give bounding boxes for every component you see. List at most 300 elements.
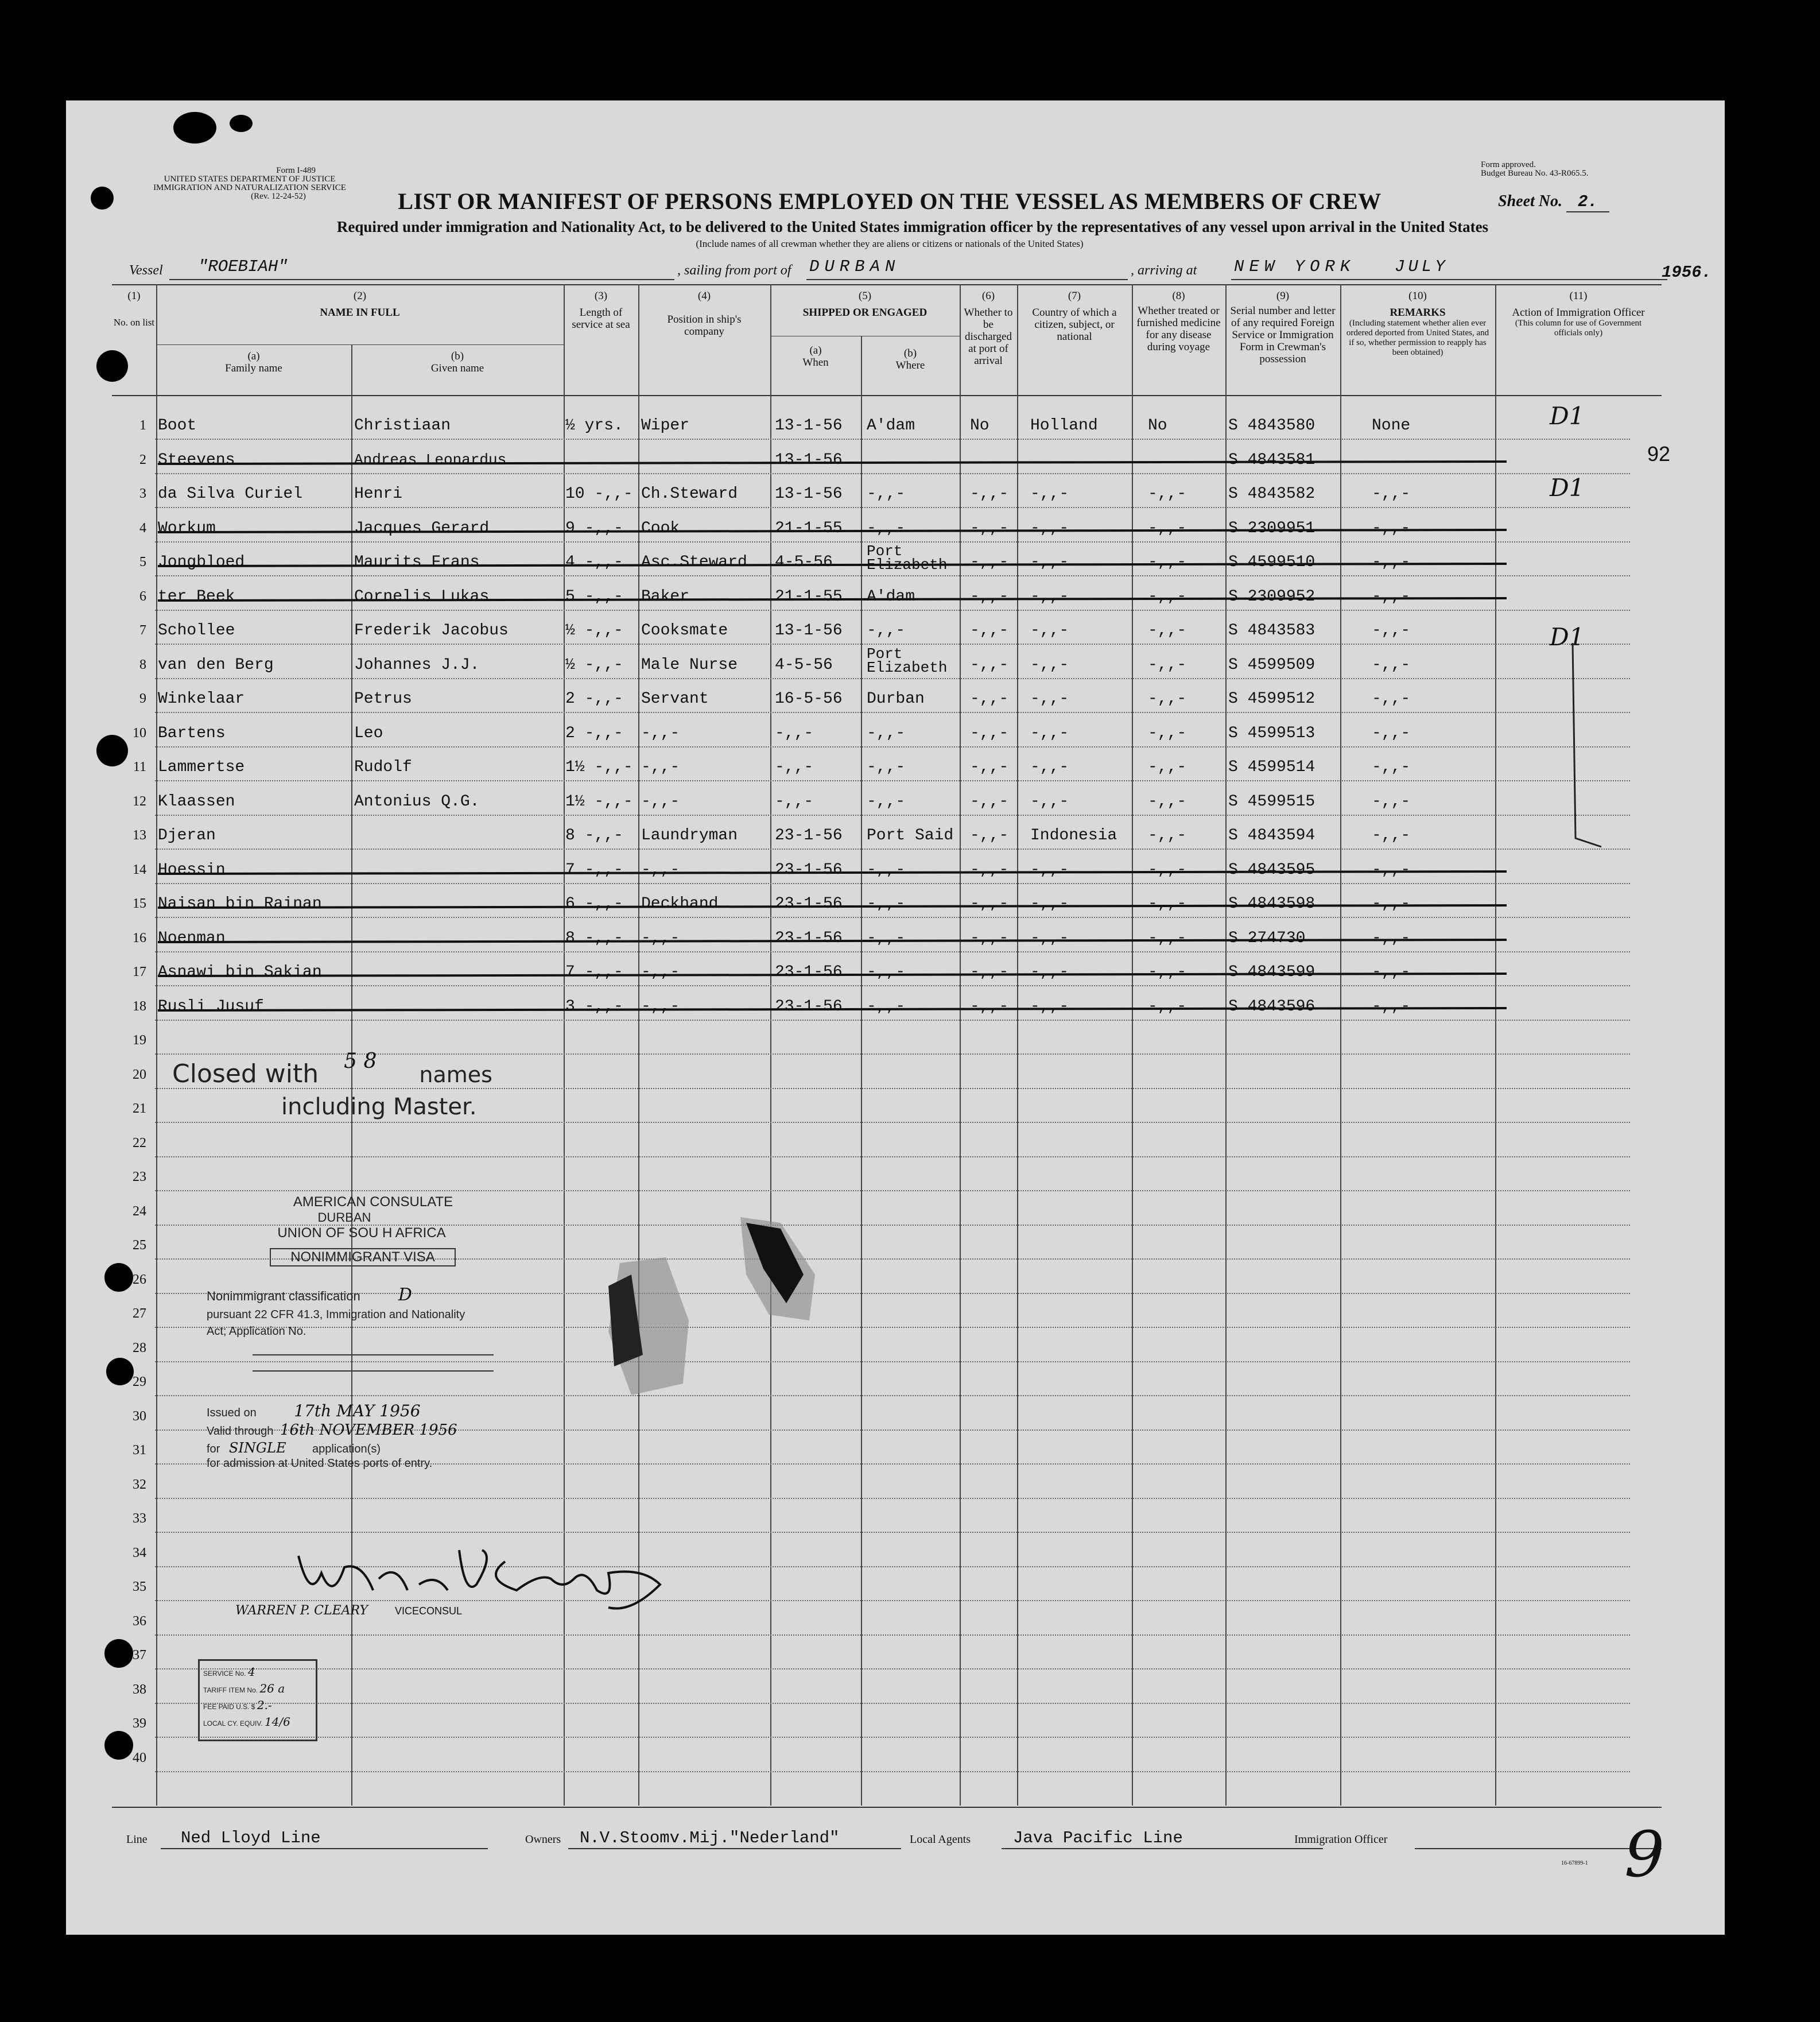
family-name: Boot (158, 417, 197, 435)
stamp-line-4: NONIMMIGRANT VISA (270, 1248, 456, 1266)
family-name: Winkelaar (158, 690, 245, 708)
stamp-line-2: DURBAN (317, 1210, 371, 1225)
citizenship: -,,- (1030, 793, 1069, 811)
shipped-when: 4-5-56 (775, 553, 833, 571)
family-name: da Silva Curiel (158, 485, 303, 503)
row-number: 29 (133, 1374, 146, 1389)
stamp-line-1: AMERICAN CONSULATE (293, 1194, 453, 1210)
row-rule (155, 883, 1630, 884)
row-rule (155, 746, 1630, 747)
serial-number: S 4599510 (1228, 553, 1315, 571)
row-rule (155, 815, 1630, 816)
remarks: -,,- (1372, 827, 1411, 845)
page-mark: 9 (1624, 1818, 1664, 1891)
medical-treatment: -,,- (1148, 520, 1187, 537)
header-divider (112, 395, 1662, 396)
col-serial-header: (9) Serial number and letter of any required Foreign Service or Immigration Form in Crewman's possession (1230, 290, 1336, 365)
discharge-status: -,,- (970, 929, 1009, 947)
serial-number: S 4843594 (1228, 827, 1315, 845)
col-when-header: (a) When (802, 344, 829, 369)
given-name: Andreas Leonardus (354, 451, 507, 468)
family-name: Lammertse (158, 758, 245, 776)
family-name: Jongbloed (158, 553, 245, 571)
agency-line-1: UNITED STATES DEPARTMENT OF JUSTICE (164, 175, 336, 184)
row-number: 8 (139, 657, 146, 672)
serial-number: S 2309951 (1228, 520, 1315, 537)
remarks: -,,- (1372, 758, 1411, 776)
remarks: -,,- (1372, 622, 1411, 640)
ship-position: -,,- (641, 758, 680, 776)
remarks: -,,- (1372, 895, 1411, 913)
ship-position: Male Nurse (641, 656, 738, 674)
punch-hole (91, 187, 114, 210)
discharge-status: -,,- (970, 827, 1009, 845)
row-rule (155, 473, 1630, 474)
shipped-where: A'dam (867, 417, 915, 435)
discharge-status: -,,- (970, 588, 1009, 606)
medical-treatment: -,,- (1148, 553, 1187, 571)
medical-treatment: -,,- (1148, 656, 1187, 674)
row-number: 26 (133, 1272, 146, 1287)
medical-treatment: -,,- (1148, 827, 1187, 845)
shipped-where: Port Said (867, 827, 954, 845)
family-name: Bartens (158, 725, 226, 742)
given-name: Leo (354, 725, 383, 742)
medical-treatment: -,,- (1148, 758, 1187, 776)
citizenship: -,,- (1030, 929, 1069, 947)
remarks: -,,- (1372, 725, 1411, 742)
shipping-line: Ned Lloyd Line (181, 1829, 321, 1847)
given-name: Henri (354, 485, 403, 503)
row-number: 33 (133, 1511, 146, 1526)
row-rule (155, 1020, 1630, 1021)
bracket-mark (1561, 643, 1607, 850)
row-number: 24 (133, 1204, 146, 1219)
row-number: 5 (139, 555, 146, 570)
row-rule (155, 575, 1630, 576)
form-number: Form I-489 (276, 166, 316, 175)
stamp-for-row: for SINGLE application(s) (207, 1440, 381, 1456)
serial-number: S 4843599 (1228, 963, 1315, 981)
medical-treatment: -,,- (1148, 861, 1187, 879)
remarks: -,,- (1372, 929, 1411, 947)
citizenship: -,,- (1030, 998, 1069, 1016)
row-rule (155, 1122, 1630, 1123)
remarks: -,,- (1372, 963, 1411, 981)
service-length: 1½ -,,- (565, 758, 633, 776)
shipped-where: -,,- (867, 963, 906, 981)
vessel-owners: N.V.Stoomv.Mij."Nederland" (580, 1829, 840, 1847)
medical-treatment: -,,- (1148, 485, 1187, 503)
row-rule (155, 1737, 1630, 1738)
service-length: 8 -,,- (565, 827, 623, 845)
row-number: 14 (133, 862, 146, 877)
arriving-label: , arriving at (1131, 263, 1197, 278)
discharge-status: -,,- (970, 861, 1009, 879)
family-name: Noenman (158, 929, 226, 947)
remarks: -,,- (1372, 588, 1411, 606)
row-number: 27 (133, 1306, 146, 1321)
row-number: 2 (139, 452, 146, 467)
serial-number: S 4843595 (1228, 861, 1315, 879)
row-number: 15 (133, 896, 146, 911)
row-number: 13 (133, 828, 146, 843)
service-length: 7 -,,- (565, 861, 623, 879)
serial-number: S 4599512 (1228, 690, 1315, 708)
budget-bureau: Budget Bureau No. 43-R065.5. (1481, 169, 1589, 178)
family-name: Steevens (158, 451, 235, 469)
line-label: Line (126, 1833, 148, 1846)
immigration-officer-label: Immigration Officer (1294, 1833, 1388, 1846)
row-rule (155, 951, 1630, 952)
ship-position: -,,- (641, 793, 680, 811)
row-rule (155, 985, 1630, 986)
col-service-header: (3) Length of service at sea (572, 290, 630, 331)
arrival-month: JULY (1395, 257, 1449, 276)
citizenship: -,,- (1030, 656, 1069, 674)
row-rule (155, 1771, 1630, 1772)
row-number: 32 (133, 1477, 146, 1492)
officer-title: VICECONSUL (394, 1605, 462, 1617)
row-rule (155, 1532, 1630, 1533)
voyage-line (112, 257, 1719, 280)
shipped-when: 23-1-56 (775, 861, 843, 879)
serial-number: S 4843582 (1228, 485, 1315, 503)
discharge-status: -,,- (970, 553, 1009, 571)
row-number: 20 (133, 1067, 146, 1082)
given-name: Cornelis Lukas (354, 588, 490, 606)
discharge-status: -,,- (970, 793, 1009, 811)
row-rule (155, 1156, 1630, 1157)
shipped-where: -,,- (867, 520, 906, 537)
service-length: 5 -,,- (565, 588, 623, 606)
discharge-status: No (970, 417, 989, 435)
service-length: 9 -,,- (565, 520, 623, 537)
shipped-when: 21-1-55 (775, 588, 843, 606)
stamp-admission: for admission at United States ports of entry. (207, 1457, 433, 1470)
discharge-status: -,,- (970, 963, 1009, 981)
citizenship: -,,- (1030, 758, 1069, 776)
ship-position: Deckhand (641, 895, 719, 913)
shipped-where: -,,- (867, 998, 906, 1016)
shipped-where: A'dam (867, 588, 915, 606)
sheet-number: 2. (1566, 192, 1609, 212)
shipped-when: 4-5-56 (775, 656, 833, 674)
agency-line-2: IMMIGRATION AND NATURALIZATION SERVICE (153, 183, 346, 192)
shipped-when: 21-1-55 (775, 520, 843, 537)
remarks: -,,- (1372, 861, 1411, 879)
citizenship: Indonesia (1030, 827, 1117, 845)
given-name: Petrus (354, 690, 412, 708)
row-rule (155, 712, 1630, 713)
arrival-port: NEW YORK (1234, 257, 1356, 276)
shipped-where: Durban (867, 690, 925, 708)
service-length: 1½ -,,- (565, 793, 633, 811)
form-approved: Form approved. (1481, 160, 1536, 169)
row-number: 11 (133, 760, 146, 774)
service-length: ½ -,,- (565, 622, 623, 640)
service-length: 7 -,,- (565, 963, 623, 981)
row-rule (155, 678, 1630, 679)
visa-classification: D (398, 1285, 412, 1305)
sailing-label: , sailing from port of (677, 263, 791, 278)
ship-position: Ch.Steward (641, 485, 738, 503)
ship-position: -,,- (641, 725, 680, 742)
row-number: 22 (133, 1136, 146, 1151)
manifest-title: LIST OR MANIFEST OF PERSONS EMPLOYED ON THE VESSEL AS MEMBERS OF CREW (398, 188, 1382, 214)
vessel-label: Vessel (129, 263, 163, 278)
citizenship: -,,- (1030, 588, 1069, 606)
discharge-status: -,,- (970, 485, 1009, 503)
citizenship: Holland (1030, 417, 1098, 435)
family-name: Asnawi bin Sakian (158, 963, 322, 981)
citizenship: -,,- (1030, 553, 1069, 571)
citizenship: -,,- (1030, 725, 1069, 742)
col-shipped-header: (5) SHIPPED OR ENGAGED (802, 290, 928, 319)
shipped-when: 23-1-56 (775, 827, 843, 845)
shipped-where: -,,- (867, 929, 906, 947)
medical-treatment: No (1148, 417, 1167, 435)
row-number: 3 (139, 486, 146, 501)
punch-hole (173, 112, 216, 144)
shipped-when: 13-1-56 (775, 417, 843, 435)
citizenship: -,,- (1030, 861, 1069, 879)
col-remarks-header: (10) REMARKS (Including statement whether alien ever ordered deported from United States, and if so, whether permission to reapply has been obtained) (1346, 290, 1489, 357)
visa-issued: 17th MAY 1956 (294, 1401, 421, 1420)
sheet-number-block (1498, 192, 1609, 211)
discharge-status: -,,- (970, 656, 1009, 674)
medical-treatment: -,,- (1148, 929, 1187, 947)
service-length: 10 -,,- (565, 485, 633, 503)
col-no-header: (1) No. on list (113, 290, 155, 328)
service-length: 8 -,,- (565, 929, 623, 947)
row-number: 30 (133, 1409, 146, 1424)
ship-position: Baker (641, 588, 690, 606)
discharge-status: -,,- (970, 690, 1009, 708)
row-rule (155, 507, 1630, 508)
col-treated-header: (8) Whether treated or furnished medicine for any disease during voyage (1136, 290, 1221, 353)
remarks: -,,- (1372, 520, 1411, 537)
form-code: 16-67899-1 (1561, 1860, 1588, 1866)
row-number: 38 (133, 1682, 146, 1697)
medical-treatment: -,,- (1148, 963, 1187, 981)
sheet-label: Sheet No. (1498, 192, 1562, 210)
row-number: 25 (133, 1238, 146, 1253)
family-name: Klaassen (158, 793, 235, 811)
given-name: Johannes J.J. (354, 656, 480, 674)
row-rule (155, 644, 1630, 645)
medical-treatment: -,,- (1148, 793, 1187, 811)
ship-position: Asc.Steward (641, 553, 747, 571)
row-rule (155, 780, 1630, 781)
col-country-header: (7) Country of which a citizen, subject, or national (1032, 290, 1117, 343)
shipped-when: 13-1-56 (775, 485, 843, 503)
ship-position: -,,- (641, 929, 680, 947)
closed-with-stamp (172, 1049, 492, 1089)
officer-name: WARREN P. CLEARY (235, 1603, 368, 1618)
form-revision: (Rev. 12-24-52) (251, 192, 306, 201)
serial-number: S 4843598 (1228, 895, 1315, 913)
row-rule (155, 1668, 1630, 1669)
row-rule (155, 610, 1630, 611)
row-number: 35 (133, 1579, 146, 1594)
shipped-where: -,,- (867, 793, 906, 811)
visa-entries: SINGLE (228, 1440, 286, 1456)
closed-count: 5 8 (344, 1049, 377, 1073)
discharge-status: -,,- (970, 895, 1009, 913)
citizenship: -,,- (1030, 690, 1069, 708)
stamp-act: Act; Application No. (207, 1325, 306, 1338)
owners-label: Owners (525, 1833, 561, 1846)
serial-number: S 4843580 (1228, 417, 1315, 435)
shipped-when: 23-1-56 (775, 963, 843, 981)
shipped-where: Port Elizabeth (867, 543, 948, 574)
col-name-header: (2) NAME IN FULL (320, 290, 400, 319)
stamp-pursuant: pursuant 22 CFR 41.3, Immigration and Nationality (207, 1308, 465, 1321)
remarks: None (1372, 417, 1411, 435)
citizenship: -,,- (1030, 485, 1069, 503)
punch-hole (230, 115, 253, 132)
shipped-when: -,,- (775, 758, 814, 776)
row-rule (155, 1703, 1630, 1704)
discharge-status: -,,- (970, 758, 1009, 776)
discharge-status: -,,- (970, 998, 1009, 1016)
row-number: 17 (133, 964, 146, 979)
service-length: ½ -,,- (565, 656, 623, 674)
local-agents: Java Pacific Line (1013, 1829, 1183, 1847)
shipped-where: -,,- (867, 725, 906, 742)
remarks: -,,- (1372, 656, 1411, 674)
row-number: 16 (133, 931, 146, 946)
remarks: -,,- (1372, 553, 1411, 571)
ship-position: Cooksmate (641, 622, 728, 640)
shipped-when: 23-1-56 (775, 895, 843, 913)
row-number: 23 (133, 1169, 146, 1184)
stamp-smudge (597, 1252, 700, 1401)
visa-valid: 16th NOVEMBER 1956 (280, 1421, 457, 1439)
manifest-subnote: (Include names of all crewman whether they are aliens or citizens or nationals of the United States) (696, 238, 1084, 249)
given-name: Antonius Q.G. (354, 793, 480, 811)
service-length: 2 -,,- (565, 690, 623, 708)
consul-signature (287, 1539, 689, 1613)
form-approval-block (1481, 161, 1699, 178)
row-number: 6 (139, 589, 146, 604)
row-number: 9 (139, 691, 146, 706)
family-name: Djeran (158, 827, 216, 845)
remarks: -,,- (1372, 793, 1411, 811)
closed-with-label: Closed with (172, 1059, 319, 1089)
row-number: 37 (133, 1648, 146, 1663)
shipped-when: 16-5-56 (775, 690, 843, 708)
shipped-where: -,,- (867, 895, 906, 913)
citizenship: -,,- (1030, 520, 1069, 537)
row-number: 31 (133, 1443, 146, 1458)
medical-treatment: -,,- (1148, 588, 1187, 606)
serial-number: S 2309952 (1228, 588, 1315, 606)
discharge-status: -,,- (970, 622, 1009, 640)
family-name: Schollee (158, 622, 235, 640)
given-name: Maurits Frans (354, 553, 480, 571)
admitted-mark: D1 (1550, 402, 1585, 430)
row-rule (155, 917, 1630, 918)
ship-position: Wiper (641, 417, 690, 435)
serial-number: S 4599513 (1228, 725, 1315, 742)
discharge-status: -,,- (970, 725, 1009, 742)
row-number: 4 (139, 521, 146, 536)
row-number: 28 (133, 1341, 146, 1355)
shipped-where: -,,- (867, 861, 906, 879)
medical-treatment: -,,- (1148, 622, 1187, 640)
row-rule (155, 1190, 1630, 1191)
medical-treatment: -,,- (1148, 690, 1187, 708)
serial-number: S 4599515 (1228, 793, 1315, 811)
row-number: 40 (133, 1750, 146, 1765)
sailing-port: DURBAN (809, 257, 901, 276)
side-number: 92 (1647, 442, 1671, 466)
col-action-header: (11) Action of Immigration Officer (This column for use of Government officials only) (1512, 290, 1645, 338)
closed-names: names (419, 1062, 492, 1087)
remarks: -,,- (1372, 998, 1411, 1016)
remarks: -,,- (1372, 485, 1411, 503)
officer-name-row (235, 1603, 462, 1618)
col-family-header: (a) Family name (225, 350, 282, 374)
consulate-stamp (207, 1194, 597, 1470)
stamp-smudge (729, 1206, 832, 1332)
shipped-where: Port Elizabeth (867, 645, 948, 676)
row-rule (155, 1634, 1630, 1636)
given-name: Jacques Gerard (354, 520, 490, 537)
given-name: Rudolf (354, 758, 412, 776)
row-number: 10 (133, 726, 146, 741)
row-rule (155, 849, 1630, 850)
ship-position: -,,- (641, 963, 680, 981)
col-position-header: (4) Position in ship's company (667, 290, 742, 338)
including-master: including Master. (281, 1094, 477, 1120)
medical-treatment: -,,- (1148, 998, 1187, 1016)
vessel-name: "ROEBIAH" (198, 257, 288, 276)
row-number: 18 (133, 999, 146, 1014)
citizenship: -,,- (1030, 622, 1069, 640)
shipped-when: -,,- (775, 793, 814, 811)
shipped-where: -,,- (867, 485, 906, 503)
medical-treatment: -,,- (1148, 895, 1187, 913)
row-rule (155, 439, 1630, 440)
given-name: Christiaan (354, 417, 451, 435)
stamp-line-3: UNION OF SOU H AFRICA (277, 1225, 446, 1241)
shipped-when: -,,- (775, 725, 814, 742)
footer-line (126, 1829, 1676, 1851)
serial-number: S 4599514 (1228, 758, 1315, 776)
row-number: 21 (133, 1101, 146, 1116)
row-rule (155, 1498, 1630, 1499)
agents-label: Local Agents (910, 1833, 971, 1846)
family-name: van den Berg (158, 656, 274, 674)
manifest-subtitle: Required under immigration and Nationality Act, to be delivered to the United States immigration officer by the representatives of any vessel upon arrival in the United States (336, 218, 1489, 235)
ship-position: Laundryman (641, 827, 738, 845)
ship-position: Cook (641, 520, 680, 537)
remarks: -,,- (1372, 690, 1411, 708)
family-name: ter Beek (158, 588, 235, 606)
shipped-when: 23-1-56 (775, 929, 843, 947)
admitted-mark: D1 (1550, 474, 1585, 502)
service-length: 3 -,,- (565, 998, 623, 1016)
row-number: 12 (133, 794, 146, 809)
given-name: Frederik Jacobus (354, 622, 509, 640)
stamp-issued-row: Issued on 17th MAY 1956 (207, 1401, 421, 1420)
row-number: 19 (133, 1033, 146, 1048)
discharge-status: -,,- (970, 520, 1009, 537)
ship-position: -,,- (641, 998, 680, 1016)
